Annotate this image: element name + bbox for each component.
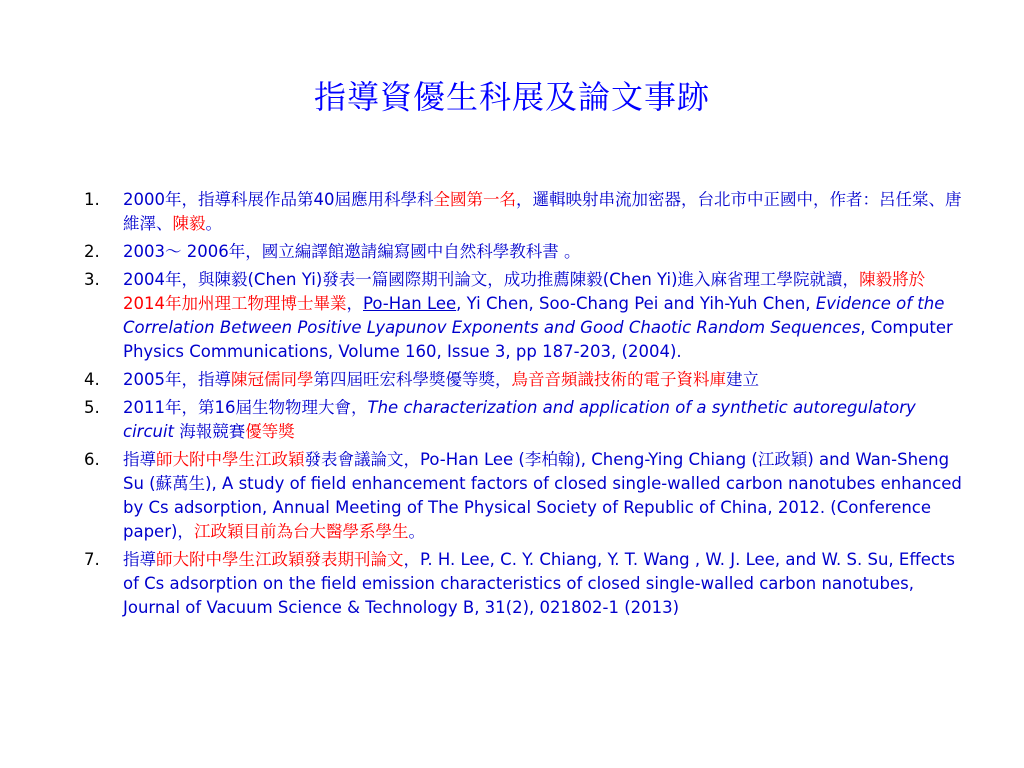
list-item-text-segment: 師大附中學生江政穎	[156, 450, 305, 469]
list-item-text-segment: 2011年，第16屆生物物理大會，	[123, 398, 368, 417]
list-item-text-segment: 建立	[726, 370, 759, 389]
list-item	[84, 548, 964, 620]
list-item-number: 5.	[84, 398, 100, 417]
list-item	[84, 188, 964, 236]
list-item-text-segment: 指導	[123, 450, 156, 469]
list-item-text-segment: 優等獎	[245, 422, 295, 441]
list-item-text-segment: , Computer Physics Communications, Volume 160, Issue 3, pp 187-203, (2004).	[123, 318, 953, 361]
list-item-text-segment: 2005年，指導	[123, 370, 231, 389]
list-item-text-segment: 指導	[123, 550, 156, 569]
achievement-list	[84, 188, 964, 624]
list-item-text-segment: , Yi Chen, Soo-Chang Pei and Yih-Yuh Chen,	[456, 294, 816, 313]
list-item-text-segment: 師大附中學生江政穎發表期刊論文	[156, 550, 404, 569]
list-item-text-segment: 2003～ 2006年，國立編譯館邀請編寫國中自然科學教科書 。	[123, 242, 581, 261]
list-item	[84, 268, 964, 364]
list-item-text-segment: 陳毅	[172, 214, 206, 233]
list-item-text-segment: 。	[205, 214, 222, 233]
list-item-text-segment: Po-Han Lee	[363, 294, 457, 313]
list-item-text-segment: 陳冠儒同學	[231, 370, 314, 389]
list-item	[84, 448, 964, 544]
list-item-number: 7.	[84, 550, 100, 569]
list-item-text-segment: 陳毅將於2014年加州理工物理博士畢業	[123, 270, 926, 313]
list-item-text-segment: Evidence of the Correlation Between Positive Lyapunov Exponents and Good Chaotic Random Sequences	[123, 294, 945, 337]
list-item-number: 4.	[84, 370, 100, 389]
list-item-text-segment: The characterization and application of a synthetic autoregulatory circuit	[123, 398, 916, 441]
list-item-text-segment: 全國第一名	[433, 190, 516, 209]
list-item-text-segment: 2004年，與陳毅(Chen Yi)發表一篇國際期刊論文，成功推薦陳毅(Chen Yi)進入麻省理工學院就讀，	[123, 270, 860, 289]
list-item-number: 1.	[84, 190, 100, 209]
list-item-text-segment: ，	[346, 294, 363, 313]
list-item-text-segment: 。	[408, 522, 425, 541]
list-item-text-segment: 2000年，指導科展作品第40屆應用科學科	[123, 190, 434, 209]
list-item	[84, 368, 964, 392]
list-item-text-segment: 海報競賽	[174, 422, 246, 441]
slide-title: 指導資優生科展及論文事跡	[313, 78, 710, 116]
list-item-text-segment: 發表會議論文，Po-Han Lee (李柏翰), Cheng-Ying Chiang (江政穎) and Wan-Sheng Su (蘇萬生), A study of field enhancement factors of closed single-walled carbon nanotubes enhanced by Cs adsorption, Annual Meeting of The Physical Society of Republic of China, 2012. (Conference paper)，	[123, 450, 962, 541]
list-item-text-segment: ，邏輯映射串流加密器，台北市中正國中，作者：呂任棠、唐維澤、	[123, 190, 962, 233]
list-item-text-segment: 鳥音音頻識技術的電子資料庫	[511, 370, 726, 389]
list-item-text-segment: 江政穎目前為台大醫學系學生	[193, 522, 409, 541]
list-item-number: 2.	[84, 242, 100, 261]
list-item-number: 3.	[84, 270, 100, 289]
list-item	[84, 240, 964, 264]
list-item-text-segment: ，P. H. Lee, C. Y. Chiang, Y. T. Wang , W. J. Lee, and W. S. Su, Effects of Cs adsorption on the field emission characteristics of closed single-walled carbon nanotubes, Journal of Vacuum Science & Technology B, 31(2), 021802-1 (2013)	[123, 550, 956, 617]
list-item	[84, 396, 964, 444]
list-item-text-segment: 第四屆旺宏科學獎優等獎，	[313, 370, 512, 389]
list-item-number: 6.	[84, 450, 100, 469]
